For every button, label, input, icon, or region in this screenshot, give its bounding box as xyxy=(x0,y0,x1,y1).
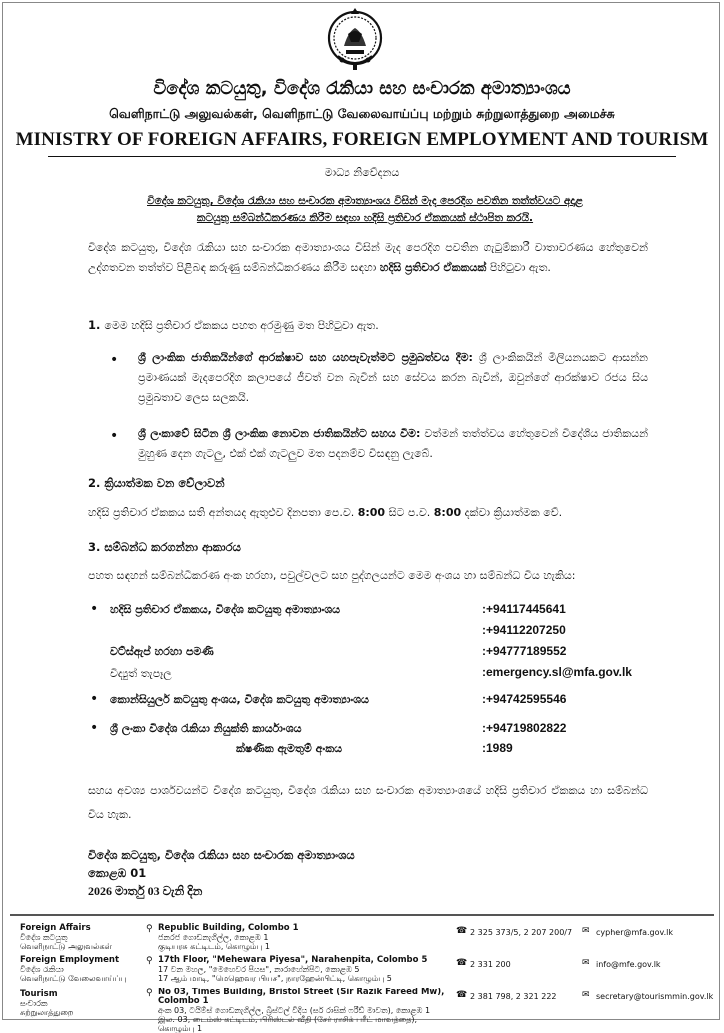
contact2-label: කොන්සියුලර් කටයුතු අංශය, විදේශ කටයුතු අමාත්‍යාංශය xyxy=(110,693,369,706)
intro-end: පිහිටුවා ඇත. xyxy=(489,261,551,274)
intro-text: විදේශ කටයුතු, විදේශ රැකියා සහ සංචාරක අමාත්‍යාංශය විසින් මැද පෙරදිග පවතින ගැටුම්කාරී වාතාවරණය හේතුවෙන් උද්ගතවන තත්ත්ව පිළිබඳ කරුණු සම්බන්ධීකරණය කිරීම සඳහා xyxy=(88,241,648,274)
section2-body-pre: හදිසි ප්‍රතිචාර ඒකකය සති අන්තයද ඇතුළුව දිනපතා පෙ.ව. xyxy=(88,506,355,519)
section1-num: 1. xyxy=(88,318,101,332)
signature-date: 2026 මාර්තු 03 වැනි දින xyxy=(88,884,203,898)
section1-bullet2 xyxy=(138,424,648,464)
footer-addr1-si: ජනරජ ගොඩනැගිල්ල, කොළඹ 1 xyxy=(158,933,269,942)
bullet-icon: • xyxy=(110,352,119,368)
location-pin-icon: ⚲ xyxy=(146,924,153,934)
footer-fa-si: විදේශ කටයුතු xyxy=(20,933,68,942)
signature-place: කොළඹ 01 xyxy=(88,866,147,880)
footer-addr3-si: අංක 03, ටයිම්ස් ගොඩනැගිල්ල, බ්‍රිස්ටල් වීදිය (සර් රාසික් ෆරීඩ් මාවත), කොළඹ 1 xyxy=(158,1006,431,1015)
footer-foreign-employment xyxy=(20,956,126,983)
contact1-whatsapp-label: වට්ස්ඇප් හරහා පමණි xyxy=(110,645,214,658)
release-title-line1: විදේශ කටයුතු, විදේශ රැකියා සහ සංචාරක අමාත්‍යාංශය විසින් මැද පෙරදිග පවතින තත්ත්වයට අදාළ xyxy=(147,195,583,207)
section2-num: 2. xyxy=(88,476,101,490)
footer-address-2 xyxy=(158,956,448,983)
contact3-label: ශ්‍රී ලංකා විදේශ රැකියා නියුක්ති කාර්යාංශය xyxy=(110,722,302,735)
contact1-phone2[interactable]: :+94112207250 xyxy=(482,623,566,637)
footer-tel-2[interactable]: 2 331 200 xyxy=(470,960,511,969)
footer-mail-1[interactable]: cypher@mfa.gov.lk xyxy=(596,928,674,937)
header-tamil-title: வெளிநாட்டு அலுவல்கள், வெளிநாட்டு வேலைவாய்ப்பு மற்றும் சுற்றுலாத்துறை அமைச்சு xyxy=(109,106,615,121)
release-title-line2: කටයුතු සම්බන්ධීකරණය කිරීම සඳහා හදිසි ප්‍රතිචාර ඒකකයක් ස්ථාපිත කරයි. xyxy=(196,212,534,224)
footer-addr1-ta: குடியரசு கட்டிடம், கொழும்பு 1 xyxy=(158,942,271,951)
footer-tour-ta: சுற்றுலாத்துறை xyxy=(20,1008,74,1017)
contact1-label: හදිසි ප්‍රතිචාර ඒකකය, විදේශ කටයුතු අමාත්‍යාංශය xyxy=(110,603,341,616)
section3-num: 3. xyxy=(88,540,101,554)
footer-tour-si: සංචාරක xyxy=(20,999,48,1008)
bullet-icon: • xyxy=(90,720,99,736)
section2-heading xyxy=(88,476,225,491)
footer-tour-en: Tourism xyxy=(20,989,58,999)
location-pin-icon: ⚲ xyxy=(146,956,153,966)
section1-bullet1 xyxy=(138,348,648,408)
bullet-icon: • xyxy=(90,601,99,617)
footer-address-1 xyxy=(158,924,448,951)
intro-bold: හදිසි ප්‍රතිචාර ඒකකයක් xyxy=(379,261,487,274)
footer-tel-3[interactable]: 2 381 798, 2 321 222 xyxy=(470,992,557,1001)
footer-tel-1[interactable]: 2 325 373/5, 2 207 200/7 xyxy=(470,928,573,937)
footer-fe-si: විදේශ රැකියා xyxy=(20,965,64,974)
footer-addr3-ta: இல. 03, டைம்ஸ் கட்டிடம், பிரிஸ்டல் வீதி (சேர் ராசிக் பரீட் மாவத்தை), கொழும்பு 1 xyxy=(158,1015,418,1033)
footer-tourism xyxy=(20,990,73,1017)
bullet1-text: ශ්‍රී ලාංකිකයින් මිලියනයකට ආසන්න ප්‍රමාණයක් මැදපෙරදිග කලාපයේ ජීවත් වන බැවින් සහ සේවය කරන බැවින්, ඔවුන්ගේ ආරක්ෂාව රජය සිය ප්‍රමුඛතාව ලෙස සලකයි. xyxy=(138,351,648,404)
section2-text: ක්‍රියාත්මක වන වේලාවන් xyxy=(104,476,225,490)
sri-lanka-emblem-icon xyxy=(326,4,384,72)
section1-text: මෙම හදිසි ප්‍රතිචාර ඒකකය පහත අරමුණු මත පිහිටුවා ඇත. xyxy=(104,319,379,332)
email-icon: ✉ xyxy=(582,958,590,968)
section1-heading xyxy=(88,318,379,333)
section3-intro: පහත සඳහන් සම්බන්ධීකරණ අංක හරහා, පවුල්වලට සහ පුද්ගලයන්ට මෙම අංශය හා සම්බන්ධ විය හැකිය: xyxy=(88,569,576,582)
contact1-email-label: විද්‍යුත් තැපෑල xyxy=(110,667,172,680)
signature-ministry: විදේශ කටයුතු, විදේශ රැකියා සහ සංචාරක අමාත්‍යාංශය xyxy=(88,848,355,862)
section2-time-end: 8:00 xyxy=(433,506,462,519)
intro-paragraph xyxy=(88,238,648,278)
footer-addr2-en: 17th Floor, "Mehewara Piyesa", Narahenpita, Colombo 5 xyxy=(158,955,428,965)
footer-mail-2[interactable]: info@mfe.gov.lk xyxy=(596,960,661,969)
email-icon: ✉ xyxy=(582,990,590,1000)
section3-heading xyxy=(88,540,241,555)
footer-fa-en: Foreign Affairs xyxy=(20,923,91,933)
footer-foreign-affairs xyxy=(20,924,112,951)
footer xyxy=(10,914,714,1033)
section2-body-post: දක්වා ක්‍රියාත්මක වේ. xyxy=(464,506,563,519)
phone-icon: ☎ xyxy=(456,958,468,968)
release-title xyxy=(100,193,630,227)
section2-body xyxy=(88,503,648,523)
footer-addr1-en: Republic Building, Colombo 1 xyxy=(158,923,299,933)
footer-fa-ta: வெளிநாட்டு அலுவல்கள் xyxy=(20,942,112,951)
contact1-email[interactable]: :emergency.sl@mfa.gov.lk xyxy=(482,665,632,679)
contact3-hotline-label: ක්ෂණික ඇමතුම් අංකය xyxy=(236,742,343,755)
bullet2-bold: ශ්‍රී ලංකාවේ සිටින ශ්‍රී ලාංකික නොවන ජාතිකයින්ට සහය වීම: xyxy=(138,427,421,440)
footer-addr2-ta: 17 ஆம் மாடி, "மெஹெவர பியச", நாரஹேன்பிட்டி, கொழும்பு 5 xyxy=(158,974,392,983)
contact3-phone[interactable]: :+94719802822 xyxy=(482,721,567,735)
footer-fe-ta: வெளிநாட்டு வேலைவாய்ப்பு xyxy=(20,974,127,983)
header-english-title: MINISTRY OF FOREIGN AFFAIRS, FOREIGN EMPLOYMENT AND TOURISM xyxy=(15,129,709,150)
header-divider xyxy=(48,156,676,157)
bullet-icon: • xyxy=(90,691,99,707)
email-icon: ✉ xyxy=(582,926,590,936)
contact3-hotline[interactable]: :1989 xyxy=(482,741,513,755)
phone-icon: ☎ xyxy=(456,926,468,936)
contact1-phone1[interactable]: :+94117445641 xyxy=(482,602,566,616)
contact2-phone[interactable]: :+94742595546 xyxy=(482,692,567,706)
section2-time-start: 8:00 xyxy=(357,506,386,519)
closing-paragraph: සහය අවශ්‍ය පාර්ශවයන්ට විදේශ කටයුතු, විදේශ රැකියා සහ සංචාරක අමාත්‍යාංශයේ හදිසි ප්‍රතිචාර ඒකකය හා සම්බන්ධ විය හැක. xyxy=(88,784,648,821)
header-sinhala-title: විදේශ කටයුතු, විදේශ රැකියා සහ සංචාරක අමාත්‍යාංශය xyxy=(153,78,571,99)
bullet-icon: • xyxy=(110,428,119,444)
section2-body-mid: සිට ප.ව. xyxy=(388,506,431,519)
phone-icon: ☎ xyxy=(456,990,468,1000)
location-pin-icon: ⚲ xyxy=(146,988,153,998)
footer-fe-en: Foreign Employment xyxy=(20,955,120,965)
footer-addr3-en: No 03, Times Building, Bristol Street (Sir Razik Fareed Mw), Colombo 1 xyxy=(158,988,445,1006)
footer-address-3 xyxy=(158,988,448,1033)
footer-mail-3[interactable]: secretary@tourismmin.gov.lk xyxy=(596,992,714,1001)
footer-addr2-si: 17 වන මහල, "මෙහෙවර පියස", නාරාහේන්පිට, කොළඹ 5 xyxy=(158,965,360,974)
contact1-whatsapp[interactable]: :+94777189552 xyxy=(482,644,567,658)
media-release-label: මාධ්‍ය නිවේදනය xyxy=(324,166,400,179)
section3-text: සම්බන්ධ කරගන්නා ආකාරය xyxy=(104,540,241,554)
bullet2-text: වත්මන් තත්ත්වය හේතුවෙන් විදේශීය ජාතිකයන් මුහුණ දෙන ගැටලු, එක් එක් ගැටලුව මත පදනම්ව විසඳනු ලැබේ. xyxy=(138,427,648,460)
bullet1-bold: ශ්‍රී ලාංකික ජාතිකයින්ගේ ආරක්ෂාව සහ යහපැවැත්මට ප්‍රමුඛත්වය දීම: xyxy=(138,351,473,364)
